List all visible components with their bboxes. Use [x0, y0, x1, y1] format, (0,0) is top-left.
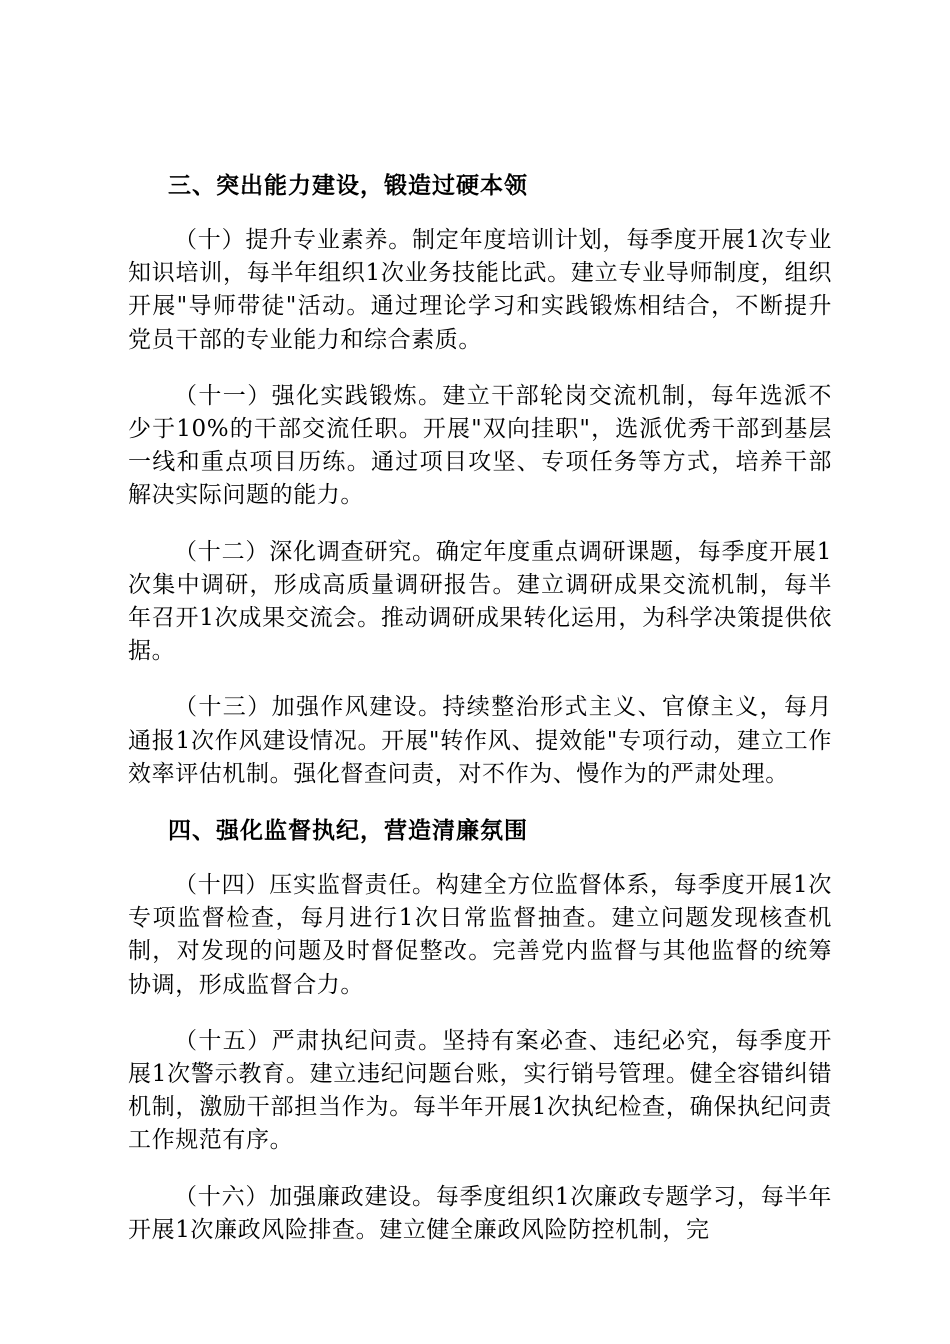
paragraph: （十二）深化调查研究。确定年度重点调研课题，每季度开展1次集中调研，形成高质量调研报告。建立调研成果交流机制，每半年召开1次成果交流会。推动调研成果转化运用，为科学决策提供依据。	[128, 538, 832, 665]
paragraph: （十三）加强作风建设。持续整治形式主义、官僚主义，每月通报1次作风建设情况。开展"转作风、提效能"专项行动，建立工作效率评估机制。强化督查问责，对不作为、慢作为的严肃处理。	[128, 694, 832, 787]
document-body	[128, 168, 832, 1270]
section-heading: 三、突出能力建设，锻造过硬本领	[168, 173, 528, 199]
paragraph: （十一）强化实践锻炼。建立干部轮岗交流机制，每年选派不少于10%的干部交流任职。开展"双向挂职"，选派优秀干部到基层一线和重点项目历练。通过项目攻坚、专项任务等方式，培养干部解决实际问题的能力。	[128, 382, 832, 509]
paragraph: （十六）加强廉政建设。每季度组织1次廉政专题学习，每半年开展1次廉政风险排查。建立健全廉政风险防控机制，完	[128, 1183, 832, 1243]
paragraph: （十五）严肃执纪问责。坚持有案必查、违纪必究，每季度开展1次警示教育。建立违纪问题台账，实行销号管理。健全容错纠错机制，激励干部担当作为。每半年开展1次执纪检查，确保执纪问责工作规范有序。	[128, 1027, 832, 1154]
section-heading: 四、强化监督执纪，营造清廉氛围	[168, 818, 528, 845]
paragraph: （十）提升专业素养。制定年度培训计划，每季度开展1次专业知识培训，每半年组织1次业务技能比武。建立专业导师制度，组织开展"导师带徒"活动。通过理论学习和实践锻炼相结合，不断提升党员干部的专业能力和综合素质。	[128, 227, 832, 353]
paragraph: （十四）压实监督责任。构建全方位监督体系，每季度开展1次专项监督检查，每月进行1次日常监督抽查。建立问题发现核查机制，对发现的问题及时督促整改。完善党内监督与其他监督的统筹协调，形成监督合力。	[128, 872, 832, 998]
